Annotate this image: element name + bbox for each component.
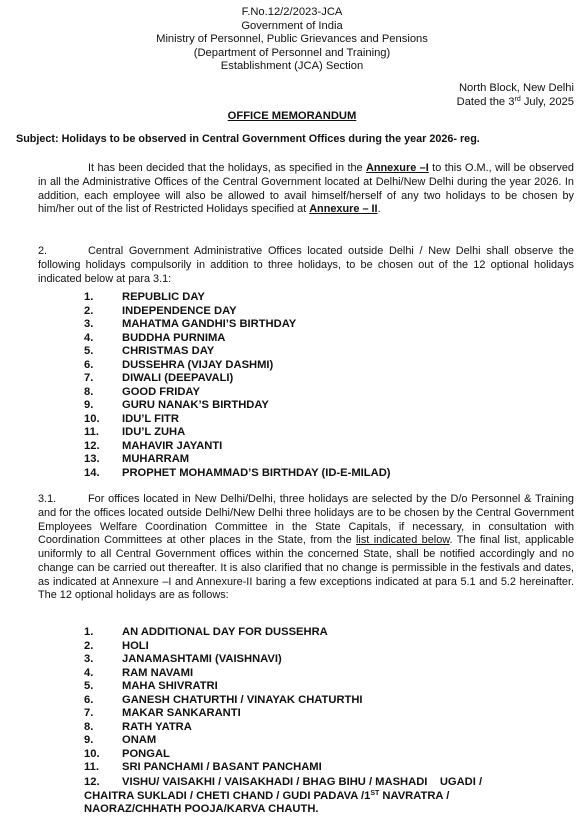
item-line-2b: NAVRATRA / [379, 789, 450, 802]
item-number: 10. [84, 412, 100, 425]
list-item [84, 707, 574, 721]
item-name: CHRISTMAS DAY [122, 345, 215, 357]
list-item [84, 626, 574, 640]
item-number: 2. [84, 304, 94, 317]
list-item [84, 734, 574, 748]
item-name: INDEPENDENCE DAY [122, 304, 237, 317]
item-number: 6. [84, 358, 94, 371]
item-number: 6. [84, 693, 94, 706]
list-item [84, 694, 574, 708]
item-name: RAM NAVAMI [122, 666, 194, 679]
item-number: 7. [84, 372, 94, 384]
item-number: 2. [84, 639, 94, 652]
item-number: 10. [84, 747, 100, 760]
item-name: MAHATMA GANDHI’S BIRTHDAY [122, 318, 297, 330]
item-number: 14. [84, 466, 100, 479]
item-number: 11. [84, 426, 99, 438]
item-line-3: NAORAZ/CHHATH POOJA/KARVA CHAUTH. [84, 803, 319, 815]
list-item [84, 332, 574, 346]
list-item-continuation [84, 803, 574, 817]
ministry-name: Ministry of Personnel, Public Grievances and Pensions [156, 33, 428, 46]
item-number: 8. [84, 385, 94, 398]
list-item [84, 386, 574, 400]
list-item [84, 359, 574, 373]
list-item [84, 453, 574, 467]
item-number: 4. [84, 666, 94, 679]
department-name: (Department of Personnel and Training) [193, 46, 391, 59]
item-line-2a: CHAITRA SUKLADI / CHETI CHAND / GUDI PADAVA /1 [84, 789, 371, 802]
item-number: 13. [84, 453, 100, 465]
paragraph-1 [38, 162, 574, 217]
optional-holidays-list [84, 626, 574, 775]
subject-line: Subject: Holidays to be observed in Central Government Offices during the year 2026- reg. [16, 133, 480, 145]
item-number: 7. [84, 707, 94, 719]
item-name: MAHA SHIVRATRI [122, 680, 218, 692]
item-name: RATH YATRA [122, 720, 192, 733]
item-name: JANAMASHTAMI (VAISHNAVI) [122, 653, 282, 665]
list-item [84, 776, 574, 790]
list-item [84, 721, 574, 735]
item-name: MAKAR SANKARANTI [122, 707, 241, 719]
para1-text-2: to this O.M., will be observed in all the Administrative Offices of the Central Government located at Delhi/New Delhi during the year 2026. In addition, each employee will also be allowed to avail himself/herself of any two holidays to be chosen by him/her out of the list of Restricted Holidays specified at [38, 162, 574, 216]
list-item [84, 305, 574, 319]
item-number: 5. [84, 345, 94, 357]
list-item [84, 372, 574, 386]
list-item [84, 345, 574, 359]
item-number: 5. [84, 680, 94, 692]
memo-title: OFFICE MEMORANDUM [227, 110, 357, 122]
list-item [84, 291, 574, 305]
item-number: 9. [84, 399, 94, 411]
item-number: 9. [84, 734, 94, 746]
item-name: AN ADDITIONAL DAY FOR DUSSEHRA [122, 626, 328, 638]
item-name: REPUBLIC DAY [122, 291, 205, 303]
item-number: 8. [84, 720, 94, 733]
list-item-continuation [84, 790, 574, 804]
item-number: 12. [84, 439, 100, 452]
item-number: 11. [84, 761, 99, 773]
para2-number: 2. [38, 245, 48, 257]
para1-text-1: It has been decided that the holidays, as specified in the [88, 162, 367, 174]
para31-text-1: For offices located in New Delhi/Delhi, three holidays are selected by the D/o Personnel & Training and for the offices located outside Delhi/New Delhi three holidays are to be chosen by the Central Government Employees Welfare Coordination Committee in the State Capitals, if necessary, in consultation with Coordination Committees at other places in the State, from the [38, 493, 574, 547]
item-name: SRI PANCHAMI / BASANT PANCHAMI [122, 761, 322, 773]
item-name: BUDDHA PURNIMA [122, 331, 226, 344]
item-name: DIWALI (DEEPAVALI) [122, 372, 234, 384]
section-name: Establishment (JCA) Section [220, 60, 364, 73]
para31-number: 3.1. [38, 493, 57, 505]
list-item [84, 426, 574, 440]
date-prefix: Dated the 3 [456, 95, 515, 108]
date [457, 96, 574, 110]
file-number: F.No.12/2/2023-JCA [241, 6, 343, 18]
list-item [84, 653, 574, 667]
item-name: HOLI [122, 639, 149, 652]
item-name: DUSSEHRA (VIJAY DASHMI) [122, 358, 274, 371]
list-item [84, 467, 574, 481]
item-name: IDU’L FITR [122, 412, 179, 425]
item-number: 4. [84, 331, 94, 344]
list-indicated-below-link: list indicated below [356, 534, 450, 547]
para1-text-3: . [377, 203, 381, 216]
optional-holiday-item-12 [84, 776, 574, 817]
item-name: PROPHET MOHAMMAD’S BIRTHDAY (ID-E-MILAD) [122, 466, 391, 479]
item-name: MAHAVIR JAYANTI [122, 439, 223, 452]
paragraph-3-1 [38, 493, 574, 603]
annexure-2-reference: Annexure – II [309, 203, 378, 216]
item-number: 3. [84, 653, 94, 665]
para31-text-2: . The final list, applicable uniformly to all Central Government offices within the concerned State, shall be notified accordingly and no change can be carried out thereafter. It is also clarified that no change is permissible in the festivals and dates, as indicated at Annexure –I and Annexure-II baring a few exceptions indicated at para 5.1 and 5.2 hereinafter. The 12 optional holidays are as follows: [38, 534, 574, 602]
paragraph-2 [38, 245, 574, 286]
item-name: ONAM [122, 734, 157, 746]
item-number: 1. [84, 291, 94, 303]
compulsory-holidays-list [84, 291, 574, 480]
list-item [84, 761, 574, 775]
item-line-2-ordinal: ST [370, 789, 380, 797]
item-name: GOOD FRIDAY [122, 385, 200, 398]
letterhead [0, 6, 584, 74]
list-item [84, 667, 574, 681]
date-ordinal: rd [514, 95, 521, 103]
list-item [84, 318, 574, 332]
item-name: MUHARRAM [122, 453, 190, 465]
item-line-1: VISHU/ VAISAKHI / VAISAKHADI / BHAG BIHU / MASHADI UGADI / [122, 776, 483, 788]
item-name: GURU NANAK’S BIRTHDAY [122, 399, 269, 411]
government-name: Government of India [241, 19, 343, 32]
item-name: IDU’L ZUHA [122, 426, 186, 438]
date-suffix: July, 2025 [520, 95, 574, 108]
annexure-1-reference: Annexure –I [366, 162, 429, 174]
item-number: 3. [84, 318, 94, 330]
list-item [84, 399, 574, 413]
item-number: 1. [84, 626, 94, 638]
place-and-date [457, 82, 574, 109]
item-name: GANESH CHATURTHI / VINAYAK CHATURTHI [122, 693, 363, 706]
list-item [84, 413, 574, 427]
item-number: 12. [84, 776, 100, 788]
list-item [84, 640, 574, 654]
item-name: PONGAL [122, 747, 170, 760]
list-item [84, 748, 574, 762]
para2-text: Central Government Administrative Offices located outside Delhi / New Delhi shall observe the following holidays compulsorily in addition to three holidays, to be chosen out of the 12 optional holidays indicated below at para 3.1: [38, 245, 574, 285]
list-item [84, 440, 574, 454]
place: North Block, New Delhi [458, 82, 574, 94]
list-item [84, 680, 574, 694]
